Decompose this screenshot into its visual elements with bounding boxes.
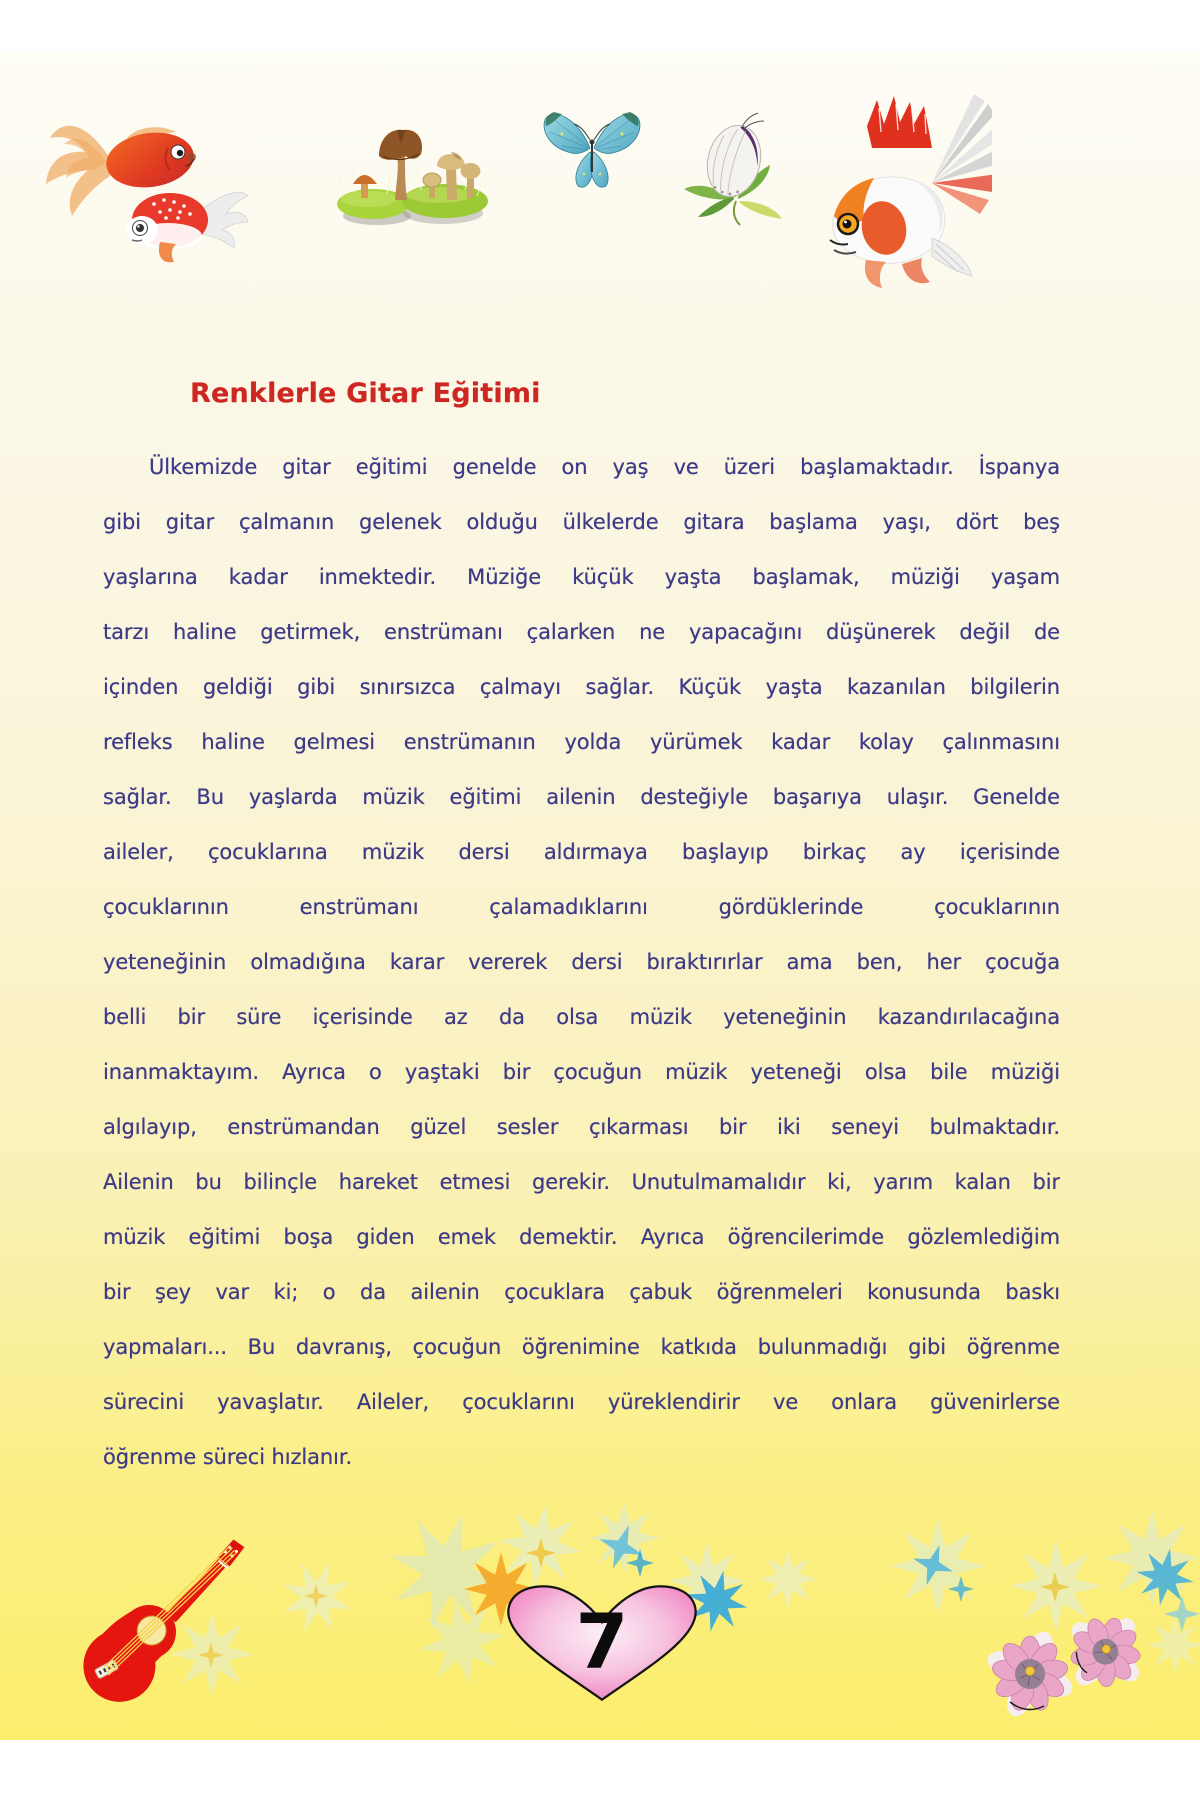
body-line: tarzı haline getirmek, enstrümanı çalarken ne yapacağını düşünerek değil de [103,620,1060,644]
body-line: yeteneğinin olmadığına karar vererek dersi bıraktırırlar ama ben, her çocuğa [103,950,1060,974]
body-line: gibi gitar çalmanın gelenek olduğu ülkelerde gitara başlama yaşı, dört beş [103,510,1060,534]
star-icon [526,1538,556,1568]
body-line: çocuklarının enstrümanı çalamadıklarını gördüklerinde çocuklarının [103,895,1060,919]
body-line: algılayıp, enstrümandan güzel sesler çıkarması bir iki seneyi bulmaktadır. [103,1115,1060,1139]
body-line: bir şey var ki; o da ailenin çocuklara çabuk öğrenmeleri konusunda baskı [103,1280,1060,1304]
star-icon [1040,1572,1070,1602]
body-line: sağlar. Bu yaşlarda müzik eğitimi ailenin desteğiyle başarıya ulaşır. Genelde [103,785,1060,809]
body-text [103,440,1060,1485]
body-line: aileler, çocuklarına müzik dersi aldırmaya başlayıp birkaç ay içerisinde [103,840,1060,864]
page-title: Renklerle Gitar Eğitimi [190,378,541,409]
body-line: belli bir süre içerisinde az da olsa müzik yeteneğinin kazandırılacağına [103,1005,1060,1029]
body-line: öğrenme süreci hızlanır. [103,1445,353,1469]
body-line: Ülkemizde gitar eğitimi genelde on yaş ve üzeri başlamaktadır. İspanya [149,455,1060,479]
body-line: sürecini yavaşlatır. Aileler, çocuklarını yüreklendirir ve onlara güvenirlerse [103,1390,1060,1414]
goldfish-icon [782,88,992,293]
body-line: yaşlarına kadar inmektedir. Müziğe küçük yaşta başlamak, müziği yaşam [103,565,1060,589]
star-icon [948,1576,974,1602]
perched-butterfly-icon [672,105,800,227]
goldfish-pair-icon [42,100,252,270]
page-number: 7 [575,1597,629,1686]
star-icon [626,1549,654,1577]
body-line: müzik eğitimi boşa giden emek demektir. Ayrıca öğrencilerimde gözlemlediğim [103,1225,1060,1249]
mushrooms-icon [325,118,490,230]
body-line: refleks haline gelmesi enstrümanın yolda yürümek kadar kolay çalınmasını [103,730,1060,754]
blue-butterfly-icon [538,100,646,200]
star-icon [758,1549,818,1609]
body-line: yapmaları... Bu davranış, çocuğun öğrenimine katkıda bulunmadığı gibi öğrenme [103,1335,1060,1359]
body-line: Ailenin bu bilinçle hareket etmesi gerekir. Unutulmamalıdır ki, yarım kalan bir [103,1170,1060,1194]
body-line: içinden geldiği gibi sınırsızca çalmayı sağlar. Küçük yaşta kazanılan bilgilerin [103,675,1060,699]
star-icon [304,1584,328,1608]
body-line: inanmaktayım. Ayrıca o yaştaki bir çocuğun müzik yeteneği olsa bile müziği [103,1060,1060,1084]
red-guitar-icon [55,1528,290,1728]
